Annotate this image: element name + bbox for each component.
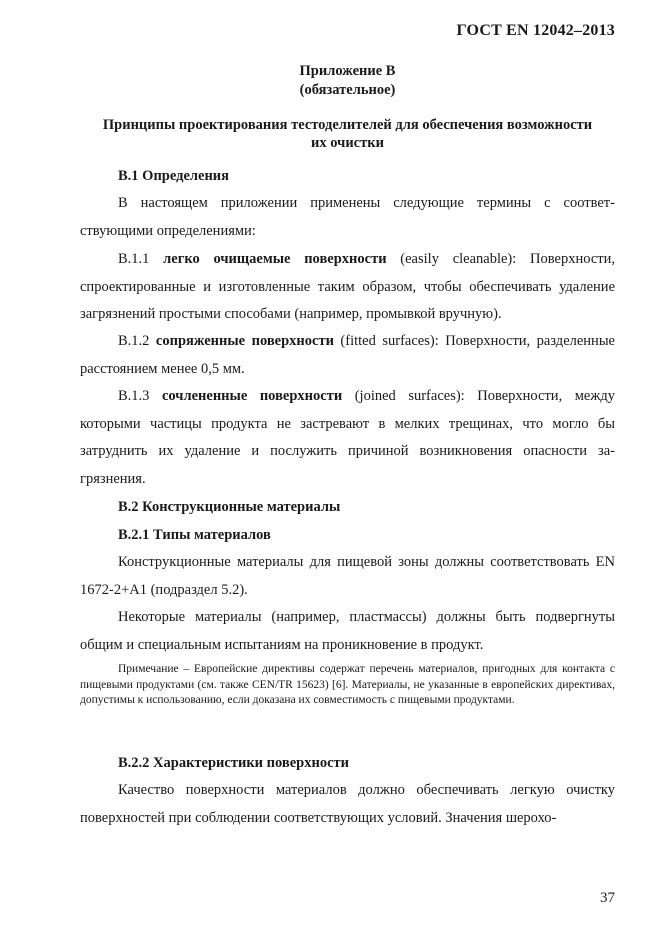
definition-b13-term: сочлененные поверхности [161, 388, 343, 404]
section-b1-intro: В настоящем приложении применены следующие термины с соответствующими определениями: [80, 195, 615, 239]
section-b22-paragraph1: Качество поверхности материалов должно обеспечивать легкую очистку поверхностей при соблюдении соответствующих условий. Значения шерохо- [80, 782, 615, 826]
section-b21-paragraph1: Конструкционные материалы для пищевой зоны должны соответствовать EN 1672-2+A1 (подраздел 5.2). [80, 554, 615, 598]
section-b2-heading: В.2 Конструкционные материалы [118, 499, 341, 515]
appendix-subject-line2: их очистки [311, 135, 384, 151]
definition-b12-number: В.1.2 [118, 333, 156, 349]
definition-b11-text: (easily cleanable): Поверхности, спроектированные и изготовленные таким образом, чтобы обеспечивать удаление загрязнений простыми способами (например, промывкой вручную). [80, 251, 615, 322]
definition-b13-number: В.1.3 [118, 388, 162, 404]
definition-b11-number: В.1.1 [118, 251, 164, 267]
note: Примечание – Европейские директивы содержат перечень материалов, пригодных для контакта с пищевыми продуктами (см. также CEN/TR 15623) [6]. Материалы, не указанные в европейских директивах, допустимы к использованию, если доказана их совместимость с пищевыми продуктами. [80, 663, 615, 707]
section-b1-heading: В.1 Определения [118, 168, 230, 184]
page-number: 37 [600, 890, 615, 906]
appendix-subject-line1: Принципы проектирования тестоделителей для обеспечения возможности [102, 117, 593, 133]
definition-b13-text: (joined surfaces): Поверхности, между которыми частицы продукта не застревают в мелких трещинах, что могло бы затруднить их удаление и послужить причиной возникновения опасности загрязнения. [80, 388, 615, 487]
section-b21-paragraph2: Некоторые материалы (например, пластмассы) должны быть подвергнуты общим и специальным испытаниям на проникновение в продукт. [80, 609, 615, 653]
definition-b12-text: (fitted surfaces): Поверхности, разделенные расстоянием менее 0,5 мм. [80, 333, 615, 377]
appendix-title: Приложение В [299, 63, 396, 79]
standard-header: ГОСТ EN 12042–2013 [456, 22, 615, 39]
appendix-status: (обязательное) [299, 82, 396, 98]
definition-b12 [80, 328, 615, 383]
section-b22-heading: В.2.2 Характеристики поверхности [118, 755, 350, 771]
definition-b11-term: легко очищаемые поверхности [163, 251, 387, 267]
definition-b13 [80, 383, 615, 493]
definition-b11 [80, 246, 615, 329]
section-b21-heading: В.2.1 Типы материалов [118, 527, 271, 543]
definition-b12-term: сопряженные поверхности [155, 333, 334, 349]
